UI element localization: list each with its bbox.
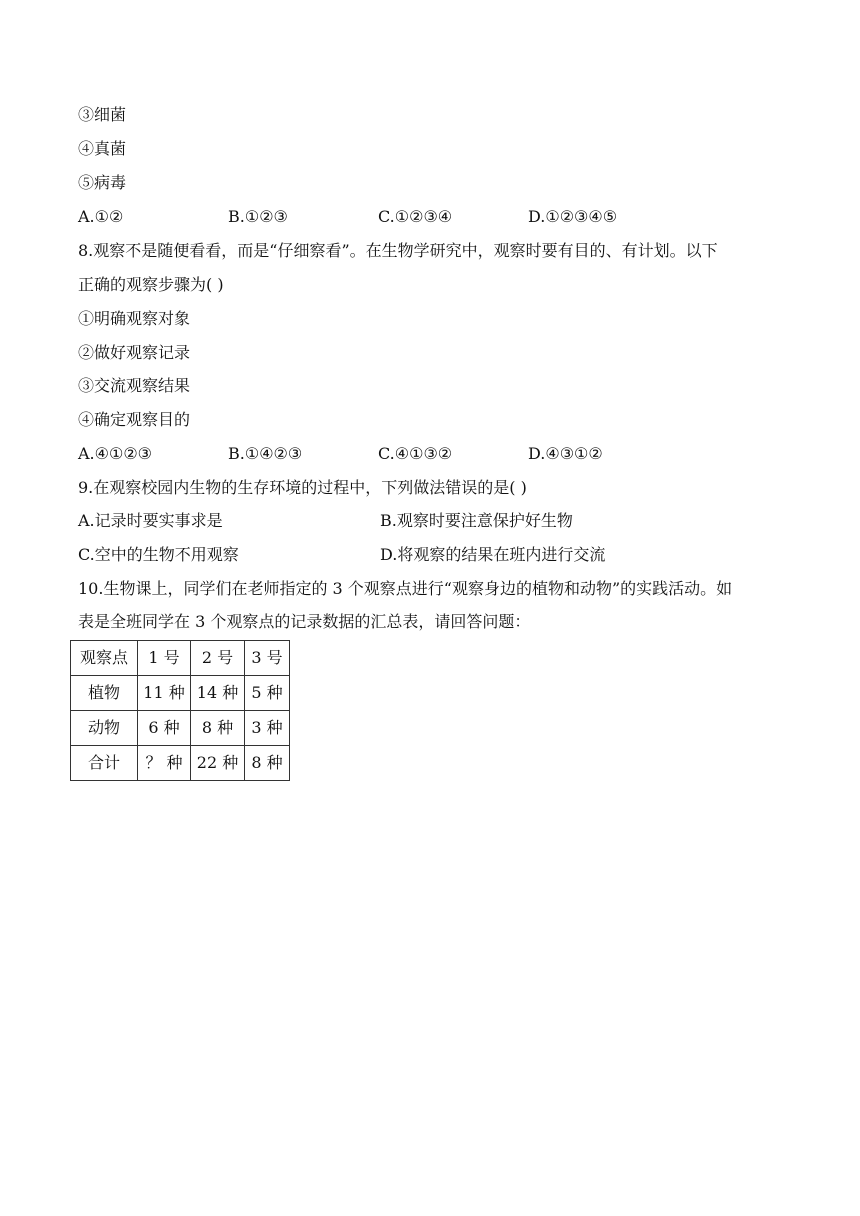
q8-item-4: ④确定观察目的 [78, 410, 191, 429]
table-cell: 22 种 [191, 746, 245, 781]
table-header-cell: 3 号 [245, 641, 290, 676]
q7-item-4: ④真菌 [78, 139, 127, 158]
q9-option-d: D.将观察的结果在班内进行交流 [380, 545, 606, 564]
table-cell: 3 种 [245, 711, 290, 746]
table-cell: 5 种 [245, 676, 290, 711]
table-header-cell: 2 号 [191, 641, 245, 676]
q7-options [78, 207, 778, 227]
table-row [71, 676, 290, 711]
q8-option-b: B.①④②③ [228, 444, 303, 463]
q8-stem-line1: 8.观察不是随便看看，而是“仔细察看”。在生物学研究中，观察时要有目的、有计划。以下 [78, 241, 718, 260]
q9-option-a: A.记录时要实事求是 [78, 511, 223, 530]
q9-stem: 9.在观察校园内生物的生存环境的过程中，下列做法错误的是( ) [78, 478, 527, 497]
table-cell: 合计 [71, 746, 138, 781]
table-cell: 6 种 [138, 711, 191, 746]
table-cell: 14 种 [191, 676, 245, 711]
q7-option-d: D.①②③④⑤ [528, 207, 618, 226]
table-cell: 11 种 [138, 676, 191, 711]
table-row [71, 711, 290, 746]
q7-option-a: A.①② [78, 207, 124, 226]
q9-options-row1 [78, 511, 778, 531]
q7-option-b: B.①②③ [228, 207, 288, 226]
q8-item-1: ①明确观察对象 [78, 309, 191, 328]
q10-stem-line2: 表是全班同学在 3 个观察点的记录数据的汇总表，请回答问题： [78, 612, 531, 631]
table-header-cell: 1 号 [138, 641, 191, 676]
q8-options [78, 444, 778, 464]
q9-option-b: B.观察时要注意保护好生物 [380, 511, 573, 530]
q8-stem-line2: 正确的观察步骤为( ) [78, 275, 224, 294]
table-cell: 8 种 [245, 746, 290, 781]
table-cell: 动物 [71, 711, 138, 746]
q7-item-5: ⑤病毒 [78, 173, 127, 192]
q10-stem-line1: 10.生物课上，同学们在老师指定的 3 个观察点进行“观察身边的植物和动物”的实践活动。如 [78, 579, 733, 598]
q9-option-c: C.空中的生物不用观察 [78, 545, 239, 564]
table-cell: 植物 [71, 676, 138, 711]
q8-option-c: C.④①③② [378, 444, 453, 463]
q8-item-3: ③交流观察结果 [78, 376, 191, 395]
table-cell: 8 种 [191, 711, 245, 746]
table-cell: ？ 种 [138, 746, 191, 781]
table-header-cell: 观察点 [71, 641, 138, 676]
observation-summary-table [70, 640, 290, 781]
q8-item-2: ②做好观察记录 [78, 343, 191, 362]
table-row [71, 746, 290, 781]
q7-option-c: C.①②③④ [378, 207, 453, 226]
q9-options-row2 [78, 545, 778, 565]
q7-item-3: ③细菌 [78, 105, 127, 124]
q8-option-d: D.④③①② [528, 444, 603, 463]
table-header-row [71, 641, 290, 676]
q8-option-a: A.④①②③ [78, 444, 153, 463]
